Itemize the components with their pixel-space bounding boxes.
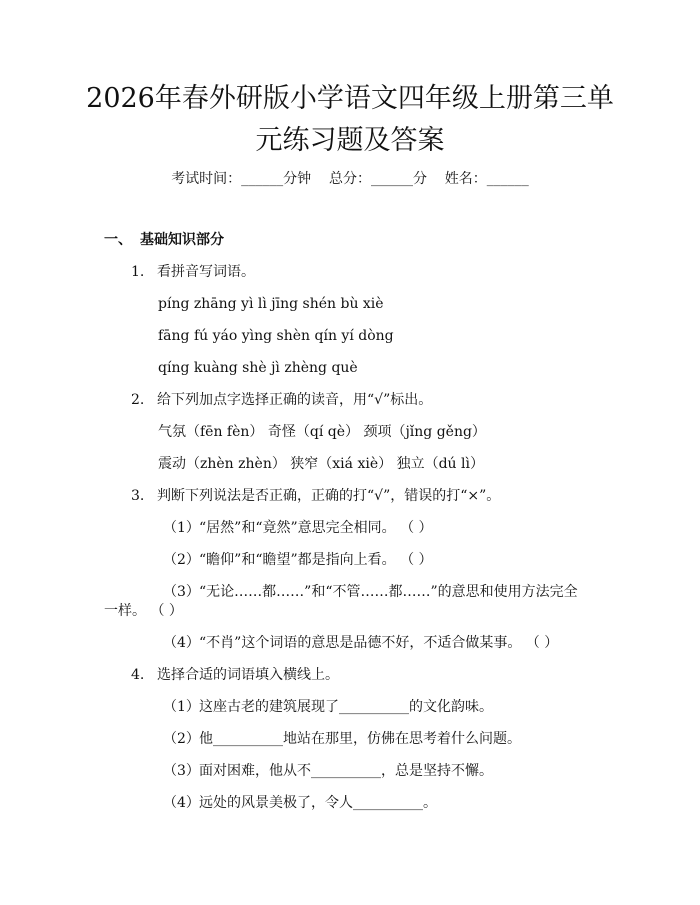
exam-meta-text: 考试时间：______分钟 总分：______分 姓名：______ xyxy=(171,171,529,187)
item-number: （1） xyxy=(163,699,200,715)
question-number: 3. xyxy=(131,488,145,504)
item-number: （4） xyxy=(163,795,200,811)
section-title: 基础知识部分 xyxy=(140,232,224,248)
judgment-item xyxy=(163,551,433,569)
item-text: “无论……都……”和“不管……都……”的意思和使用方法完全 xyxy=(199,584,578,600)
pinyin-row: píng zhāng yì lì jīng shén bù xiè xyxy=(158,296,384,312)
question-3 xyxy=(131,487,500,505)
document-title xyxy=(40,78,660,162)
judgment-item xyxy=(163,634,558,652)
exam-meta-line xyxy=(0,170,700,188)
title-line-1: 2026年春外研版小学语文四年级上册第三单 xyxy=(86,83,614,114)
question-number: 1. xyxy=(131,264,145,280)
question-prompt: 选择合适的词语填入横线上。 xyxy=(157,667,339,683)
item-text: 他__________地站在那里，仿佛在思考着什么问题。 xyxy=(199,731,521,747)
section-number: 一、 xyxy=(104,232,132,248)
item-number: （2） xyxy=(163,552,200,568)
question-prompt: 看拼音写词语。 xyxy=(157,264,255,280)
reading-choice-row: 气氛（fēn fèn） 奇怪（qí qè） 颈项（jǐng gěng） xyxy=(158,424,486,440)
title-line-2: 元练习题及答案 xyxy=(255,125,445,156)
item-text: “不肖”这个词语的意思是品德不好，不适合做某事。 （ ） xyxy=(199,635,559,651)
fill-blank-item xyxy=(163,762,493,780)
item-text: 面对困难，他从不__________，总是坚持不懈。 xyxy=(199,763,493,779)
item-number: （2） xyxy=(163,731,200,747)
fill-blank-item xyxy=(163,794,437,812)
item-number: （3） xyxy=(163,763,200,779)
question-1 xyxy=(131,263,255,281)
question-number: 2. xyxy=(131,392,145,408)
item-text: “居然”和“竟然”意思完全相同。 （ ） xyxy=(199,520,433,536)
question-number: 4. xyxy=(131,667,145,683)
question-prompt: 给下列加点字选择正确的读音，用“√”标出。 xyxy=(157,392,433,408)
reading-choice-row: 震动（zhèn zhèn） 狭窄（xiá xiè） 独立（dú lì） xyxy=(158,456,484,472)
question-prompt: 判断下列说法是否正确，正确的打“√”，错误的打“×”。 xyxy=(157,488,501,504)
item-text: 这座古老的建筑展现了__________的文化韵味。 xyxy=(199,699,493,715)
section-heading xyxy=(104,231,224,249)
item-number: （3） xyxy=(163,584,200,600)
question-4 xyxy=(131,666,339,684)
pinyin-row: qíng kuàng shè jì zhèng què xyxy=(158,360,358,376)
pinyin-row: fāng fú yáo yìng shèn qín yí dòng xyxy=(158,328,394,344)
item-number: （1） xyxy=(163,520,200,536)
fill-blank-item xyxy=(163,698,493,716)
judgment-item xyxy=(163,583,578,601)
question-2 xyxy=(131,391,432,409)
fill-blank-item xyxy=(163,730,521,748)
item-text: 远处的风景美极了，令人__________。 xyxy=(199,795,437,811)
judgment-item-continuation: 一样。 （ ） xyxy=(104,603,183,619)
item-number: （4） xyxy=(163,635,200,651)
item-text: “瞻仰”和“瞻望”都是指向上看。 （ ） xyxy=(199,552,433,568)
judgment-item xyxy=(163,519,433,537)
